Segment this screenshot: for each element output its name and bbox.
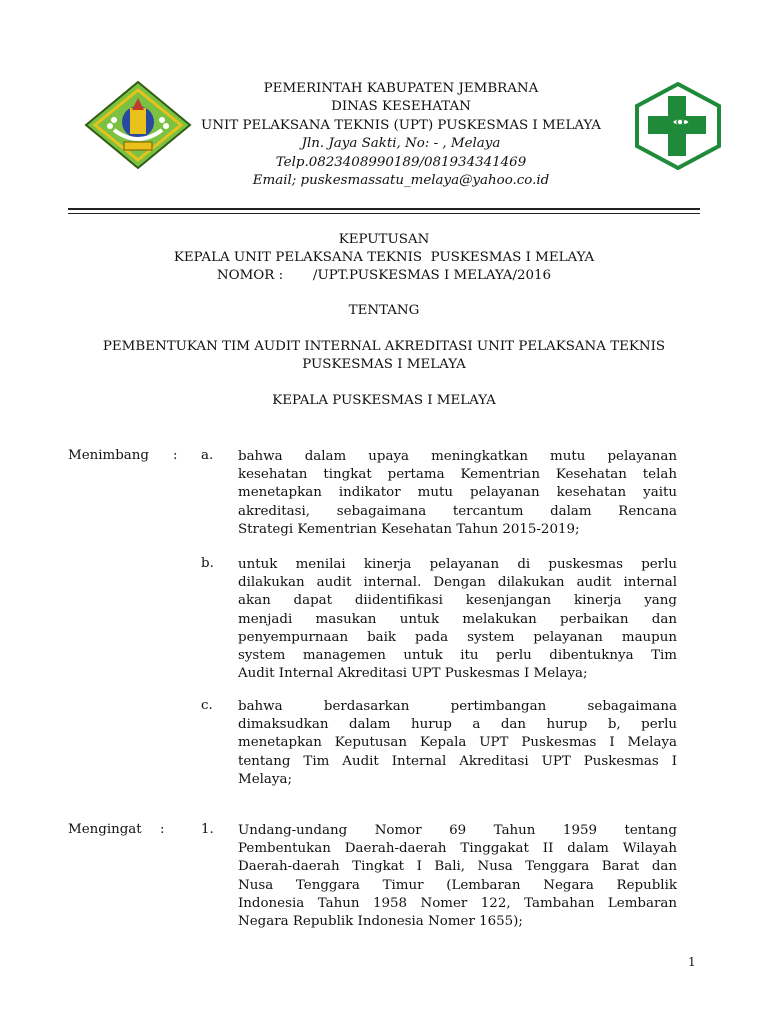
title-keputusan: KEPUTUSAN xyxy=(338,232,430,247)
text-line: akreditasi, sebagaimana tercantum dalam Rencana xyxy=(238,503,677,519)
header-email: Email; puskesmassatu_melaya@yahoo.co.id xyxy=(252,173,550,189)
menimbang-item-a-marker: a. xyxy=(201,448,214,463)
subject-line-2: PUSKESMAS I MELAYA xyxy=(302,357,466,372)
text-line: tentang Tim Audit Internal Akreditasi UPT Puskesmas I xyxy=(238,753,677,769)
text-line: kesehatan tingkat pertama Kementrian Kesehatan telah xyxy=(238,467,677,483)
subject-line-1: PEMBENTUKAN TIM AUDIT INTERNAL AKREDITASI UNIT PELAKSANA TEKNIS xyxy=(102,339,666,354)
header-address: Jln. Jaya Sakti, No: - , Melaya xyxy=(301,136,501,152)
letterhead xyxy=(200,80,602,190)
text-line: Daerah-daerah Tingkat I Bali, Nusa Tenggara Barat dan xyxy=(238,859,677,875)
menimbang-item-a xyxy=(238,448,677,539)
text-line: bahwa dalam upaya meningkatkan mutu pelayanan xyxy=(238,449,677,464)
authority-title: KEPALA PUSKESMAS I MELAYA xyxy=(272,393,496,408)
header-government: PEMERINTAH KABUPATEN JEMBRANA xyxy=(263,81,539,96)
text-line: dilakukan audit internal. Dengan dilakukan audit internal xyxy=(238,575,677,591)
text-line: system managemen untuk itu perlu dibentuknya Tim xyxy=(238,647,677,663)
title-nomor: NOMOR : /UPT.PUSKESMAS I MELAYA/2016 xyxy=(216,268,552,283)
mengingat-item-1 xyxy=(238,822,677,931)
text-line: Nusa Tenggara Timur (Lembaran Negara Republik xyxy=(238,877,677,893)
text-line: menjadi masukan untuk melakukan perbaikan dan xyxy=(238,611,677,627)
menimbang-item-b xyxy=(238,556,677,683)
text-line: akan dapat diidentifikasi kesenjangan kinerja yang xyxy=(238,593,677,609)
header-department: DINAS KESEHATAN xyxy=(331,99,471,115)
text-line: bahwa berdasarkan pertimbangan sebagaimana xyxy=(238,699,677,714)
mengingat-colon: : xyxy=(160,822,165,837)
text-line: Strategi Kementrian Kesehatan Tahun 2015-2019; xyxy=(238,521,580,537)
jembrana-emblem-icon xyxy=(84,80,192,170)
text-line: Undang-undang Nomor 69 Tahun 1959 tentang xyxy=(238,823,677,838)
header-rule-thick xyxy=(68,208,700,210)
title-tentang: TENTANG xyxy=(348,303,420,318)
page-number: 1 xyxy=(688,955,696,969)
menimbang-item-c xyxy=(238,698,677,789)
header-rule-thin xyxy=(68,213,700,214)
menimbang-item-b-marker: b. xyxy=(201,556,214,571)
text-line: menetapkan indikator mutu pelayanan kesehatan yaitu xyxy=(238,485,677,501)
text-line: Indonesia Tahun 1958 Nomer 122, Tambahan Lembaran xyxy=(238,895,677,911)
mengingat-label: Mengingat xyxy=(68,822,142,837)
header-phone: Telp.0823408990189/081934341469 xyxy=(275,154,527,170)
mengingat-item-1-marker: 1. xyxy=(201,822,214,837)
text-line: penyempurnaan baik pada system pelayanan maupun xyxy=(238,629,677,645)
puskesmas-cross-icon xyxy=(633,82,723,170)
header-unit: UNIT PELAKSANA TEKNIS (UPT) PUSKESMAS I MELAYA xyxy=(201,117,601,133)
text-line: dimaksudkan dalam hurup a dan hurup b, perlu xyxy=(238,717,677,733)
text-line: Audit Internal Akreditasi UPT Puskesmas I Melaya; xyxy=(238,666,588,682)
menimbang-colon: : xyxy=(173,448,178,463)
menimbang-label: Menimbang xyxy=(68,448,149,463)
text-line: Negara Republik Indonesia Nomer 1655); xyxy=(238,913,523,929)
text-line: Pembentukan Daerah-daerah Tinggakat II dalam Wilayah xyxy=(238,841,677,857)
menimbang-item-c-marker: c. xyxy=(201,698,213,713)
text-line: Melaya; xyxy=(238,771,292,787)
text-line: menetapkan Keputusan Kepala UPT Puskesmas I Melaya xyxy=(238,735,677,751)
title-kepala: KEPALA UNIT PELAKSANA TEKNIS PUSKESMAS I MELAYA xyxy=(173,250,595,265)
text-line: untuk menilai kinerja pelayanan di puskesmas perlu xyxy=(238,557,677,572)
